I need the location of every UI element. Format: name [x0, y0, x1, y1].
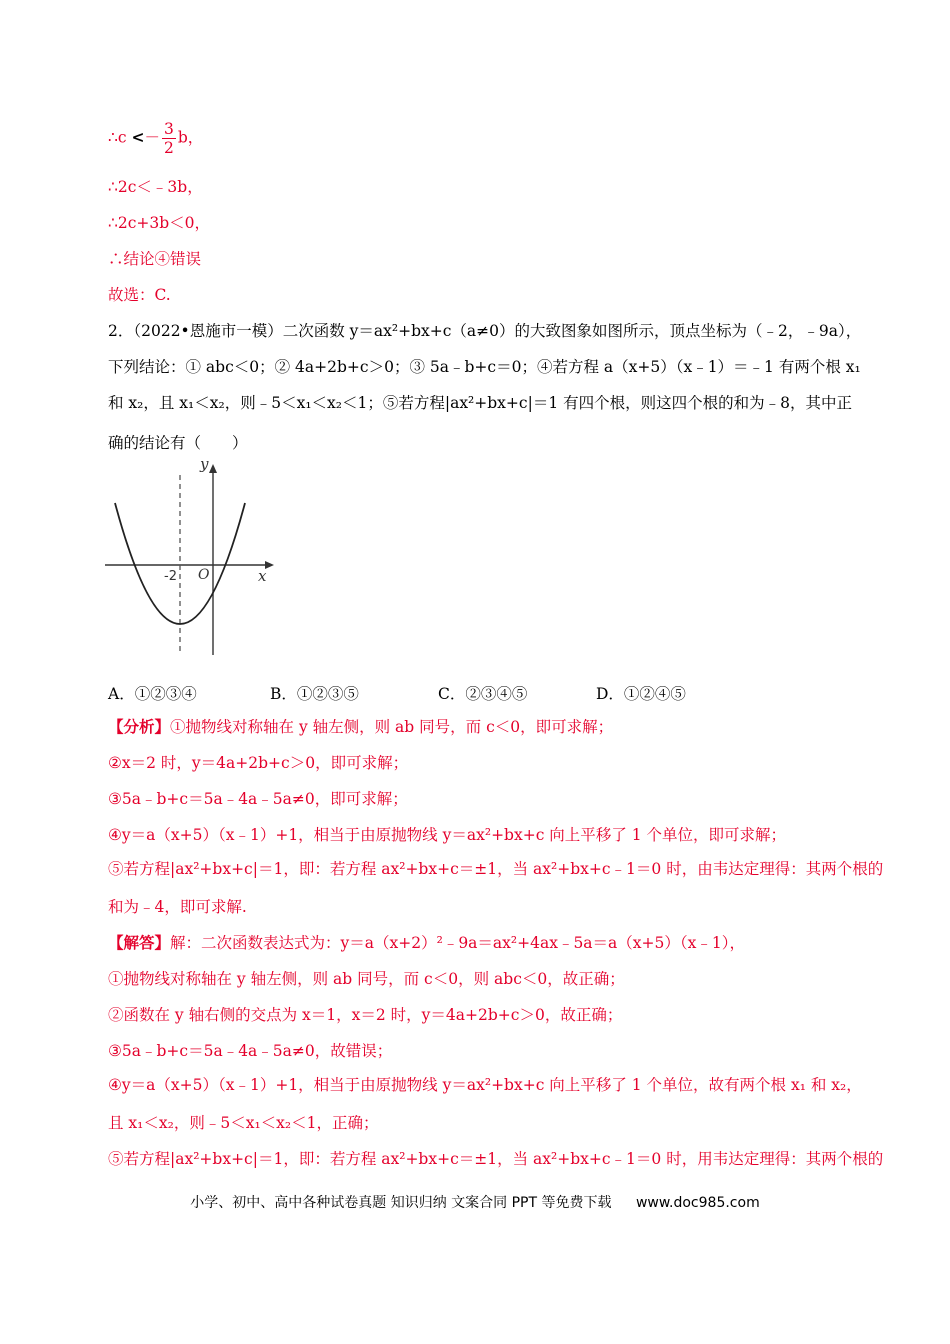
- minus-sign: －: [144, 128, 160, 147]
- analysis-line-1: [108, 716, 613, 738]
- origin-label: O: [198, 567, 210, 583]
- question-2-line-3: 和 x₂，且 x₁＜x₂，则﹣5＜x₁＜x₂＜1；⑤若方程|ax²+bx+c|＝1 有四个根，则这四个根的和为﹣8，其中正: [108, 394, 852, 412]
- text-prefix: ∴c: [108, 128, 127, 147]
- solution-line-5: ④y＝a（x+5）（x﹣1）+1，相当于由原抛物线 y＝ax²+bx+c 向上平移了 1 个单位，故有两个根 x₁ 和 x₂，: [108, 1076, 862, 1094]
- y-axis-arrow: [209, 464, 217, 473]
- solution-line-1: [108, 932, 745, 954]
- x-axis-label: x: [258, 567, 267, 585]
- analysis-line-5: ⑤若方程|ax²+bx+c|＝1，即：若方程 ax²+bx+c＝±1，当 ax²+bx+c﹣1＝0 时，由韦达定理得：其两个根的: [108, 860, 884, 878]
- option-d: D．①②④⑤: [596, 685, 686, 703]
- analysis-text-1: ①抛物线对称轴在 y 轴左侧，则 ab 同号，而 c＜0，即可求解；: [170, 718, 614, 736]
- solution-line-2c-3b: ∴2c+3b＜0，: [108, 214, 211, 232]
- page-footer: [0, 1192, 950, 1212]
- solution-line-2c: ∴2c＜﹣3b，: [108, 178, 203, 196]
- analysis-line-2: ②x＝2 时，y＝4a+2b+c＞0，即可求解；: [108, 754, 409, 772]
- y-axis-label: y: [200, 455, 209, 473]
- answer-choice-line: 故选：C.: [108, 286, 171, 304]
- fraction-denominator: 2: [164, 139, 174, 157]
- solution-line-4: ③5a﹣b+c＝5a﹣4a﹣5a≠0，故错误；: [108, 1042, 393, 1060]
- solution-text-1: 解：二次函数表达式为：y＝a（x+2）²﹣9a＝ax²+4ax﹣5a＝a（x+5）（x﹣1），: [170, 934, 745, 952]
- option-a: A．①②③④: [108, 685, 197, 703]
- footer-url[interactable]: www.doc985.com: [635, 1195, 760, 1211]
- text-suffix: b，: [177, 128, 204, 147]
- question-2-line-4: 确的结论有（ ）: [108, 434, 248, 452]
- fraction-three-halves: [162, 120, 176, 157]
- solution-line-2: ①抛物线对称轴在 y 轴左侧，则 ab 同号，而 c＜0，则 abc＜0，故正确；: [108, 970, 625, 988]
- parabola-graph: [100, 455, 280, 660]
- analysis-line-3: ③5a﹣b+c＝5a﹣4a﹣5a≠0，即可求解；: [108, 790, 408, 808]
- solution-line-6: 且 x₁＜x₂，则﹣5＜x₁＜x₂＜1，正确；: [108, 1114, 379, 1132]
- question-2-line-1: 2．（2022•恩施市一模）二次函数 y＝ax²+bx+c（a≠0）的大致图象如图所示，顶点坐标为（﹣2，﹣9a），: [108, 322, 862, 340]
- less-than-sign: <: [131, 127, 145, 147]
- footer-text: 小学、初中、高中各种试卷真题 知识归纳 文案合同 PPT 等免费下载: [190, 1195, 612, 1211]
- option-c: C．②③④⑤: [438, 685, 528, 703]
- option-b: B．①②③⑤: [270, 685, 359, 703]
- question-2-line-2: 下列结论：① abc＜0；② 4a+2b+c＞0；③ 5a﹣b+c＝0；④若方程 a（x+5）（x﹣1）＝﹣1 有两个根 x₁: [108, 358, 861, 376]
- solution-tag: 【解答】: [108, 933, 171, 952]
- solution-line-c-inequality: [108, 120, 203, 157]
- fraction-numerator: 3: [164, 120, 174, 138]
- solution-line-7: ⑤若方程|ax²+bx+c|＝1，即：若方程 ax²+bx+c＝±1，当 ax²+bx+c﹣1＝0 时，用韦达定理得：其两个根的: [108, 1150, 884, 1168]
- vertex-x-label: -2: [164, 569, 177, 584]
- solution-conclusion-4: ∴结论④错误: [108, 250, 202, 268]
- solution-line-3: ②函数在 y 轴右侧的交点为 x＝1，x＝2 时，y＝4a+2b+c＞0，故正确；: [108, 1006, 623, 1024]
- analysis-tag: 【分析】: [108, 717, 171, 736]
- analysis-line-6: 和为﹣4，即可求解.: [108, 898, 247, 916]
- analysis-line-4: ④y＝a（x+5）（x﹣1）+1，相当于由原抛物线 y＝ax²+bx+c 向上平移了 1 个单位，即可求解；: [108, 826, 787, 844]
